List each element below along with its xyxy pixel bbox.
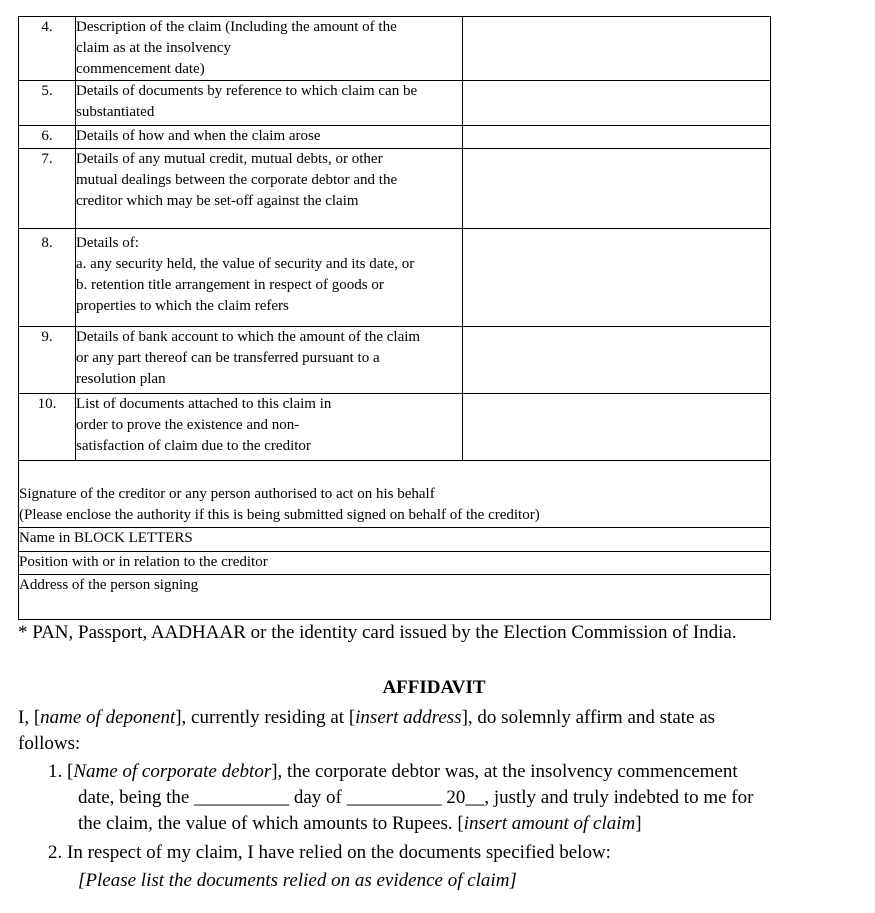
desc-line: Description of the claim (Including the amount of the [76, 19, 397, 35]
desc-line: Details of documents by reference to which claim can be [76, 83, 418, 99]
name-row [19, 528, 771, 552]
desc-line: creditor which may be set-off against the claim [76, 193, 359, 209]
affidavit-item-2-note [78, 868, 517, 894]
intro-part [18, 705, 715, 731]
deponent-placeholder: name of deponent [40, 707, 176, 728]
table-row [19, 394, 771, 461]
desc-line: or any part thereof can be transferred pursuant to a [76, 350, 380, 366]
debtor-placeholder: Name of corporate debtor [73, 761, 272, 782]
row-number: 9. [19, 327, 76, 394]
signature-row [19, 461, 771, 528]
name-field[interactable]: Name in BLOCK LETTERS [19, 528, 771, 552]
row-description [76, 149, 463, 229]
table-row [19, 81, 771, 126]
desc-line: a. any security held, the value of security and its date, or [76, 256, 415, 272]
table-row [19, 126, 771, 149]
table-row [19, 229, 771, 327]
table-row [19, 17, 771, 81]
signature-cell[interactable] [19, 461, 771, 528]
signature-note: (Please enclose the authority if this is being submitted signed on behalf of the creditor) [19, 507, 540, 523]
row-number: 5. [19, 81, 76, 126]
row-value-cell[interactable] [463, 81, 771, 126]
item-text: the claim, the value of which amounts to Rupees. [ [78, 813, 464, 834]
row-value-cell[interactable] [463, 327, 771, 394]
position-row [19, 552, 771, 575]
intro-line-2: follows: [18, 733, 81, 754]
desc-line: properties to which the claim refers [76, 298, 289, 314]
affidavit-intro [18, 705, 851, 757]
row-description [76, 126, 463, 149]
table-row [19, 149, 771, 229]
amount-placeholder: insert amount of claim [463, 813, 636, 834]
desc-line: order to prove the existence and non- [76, 417, 300, 433]
desc-line: Details of any mutual credit, mutual debts, or other [76, 151, 383, 167]
row-number: 8. [19, 229, 76, 327]
item-text: ] [635, 813, 642, 834]
affidavit-item-2 [48, 840, 611, 866]
item-number: 2. [48, 842, 63, 863]
desc-line: satisfaction of claim due to the creditor [76, 438, 311, 454]
row-value-cell[interactable] [463, 17, 771, 81]
item-text: ], the corporate debtor was, at the insolvency commencement [271, 761, 738, 782]
row-value-cell[interactable] [463, 229, 771, 327]
position-field[interactable]: Position with or in relation to the creditor [19, 552, 771, 575]
row-description [76, 81, 463, 126]
address-placeholder: insert address [355, 707, 462, 728]
affidavit-item-1-line-3 [78, 811, 642, 837]
desc-line: Details of bank account to which the amount of the claim [76, 329, 421, 345]
documents-placeholder: [Please list the documents relied on as evidence of claim] [78, 870, 517, 891]
row-description [76, 327, 463, 394]
row-description [76, 229, 463, 327]
row-value-cell[interactable] [463, 394, 771, 461]
desc-line: resolution plan [76, 371, 166, 387]
address-field[interactable]: Address of the person signing [19, 575, 771, 620]
intro-text: ], do solemnly affirm and state as [461, 707, 716, 728]
desc-line: claim as at the insolvency [76, 40, 231, 56]
claim-details-table [18, 16, 771, 620]
desc-line: mutual dealings between the corporate debtor and the [76, 172, 398, 188]
intro-line-1 [18, 705, 851, 731]
footnote: * PAN, Passport, AADHAAR or the identity card issued by the Election Commission of India. [18, 622, 737, 643]
desc-line: commencement date) [76, 61, 205, 77]
row-description [76, 17, 463, 81]
desc-line: b. retention title arrangement in respect of goods or [76, 277, 384, 293]
desc-line: substantiated [76, 104, 155, 120]
address-row [19, 575, 771, 620]
intro-text: ], currently residing at [ [175, 707, 356, 728]
desc-line: Details of: [76, 235, 139, 251]
row-value-cell[interactable] [463, 126, 771, 149]
row-value-cell[interactable] [463, 149, 771, 229]
desc-line: List of documents attached to this claim in [76, 396, 332, 412]
affidavit-title: AFFIDAVIT [382, 677, 486, 698]
item-number: 1. [48, 761, 63, 782]
table-row [19, 327, 771, 394]
desc-line: Details of how and when the claim arose [76, 128, 321, 144]
signature-label: Signature of the creditor or any person authorised to act on his behalf [19, 486, 435, 502]
item-text: In respect of my claim, I have relied on the documents specified below: [67, 842, 611, 863]
row-description [76, 394, 463, 461]
item-text: [ [67, 761, 74, 782]
row-number: 10. [19, 394, 76, 461]
row-number: 4. [19, 17, 76, 81]
row-number: 7. [19, 149, 76, 229]
affidavit-item-1 [48, 759, 738, 785]
affidavit-item-1-line-2: date, being the __________ day of __________ 20__, justly and truly indebted to me for [78, 787, 754, 808]
row-number: 6. [19, 126, 76, 149]
intro-text: I, [ [18, 707, 41, 728]
